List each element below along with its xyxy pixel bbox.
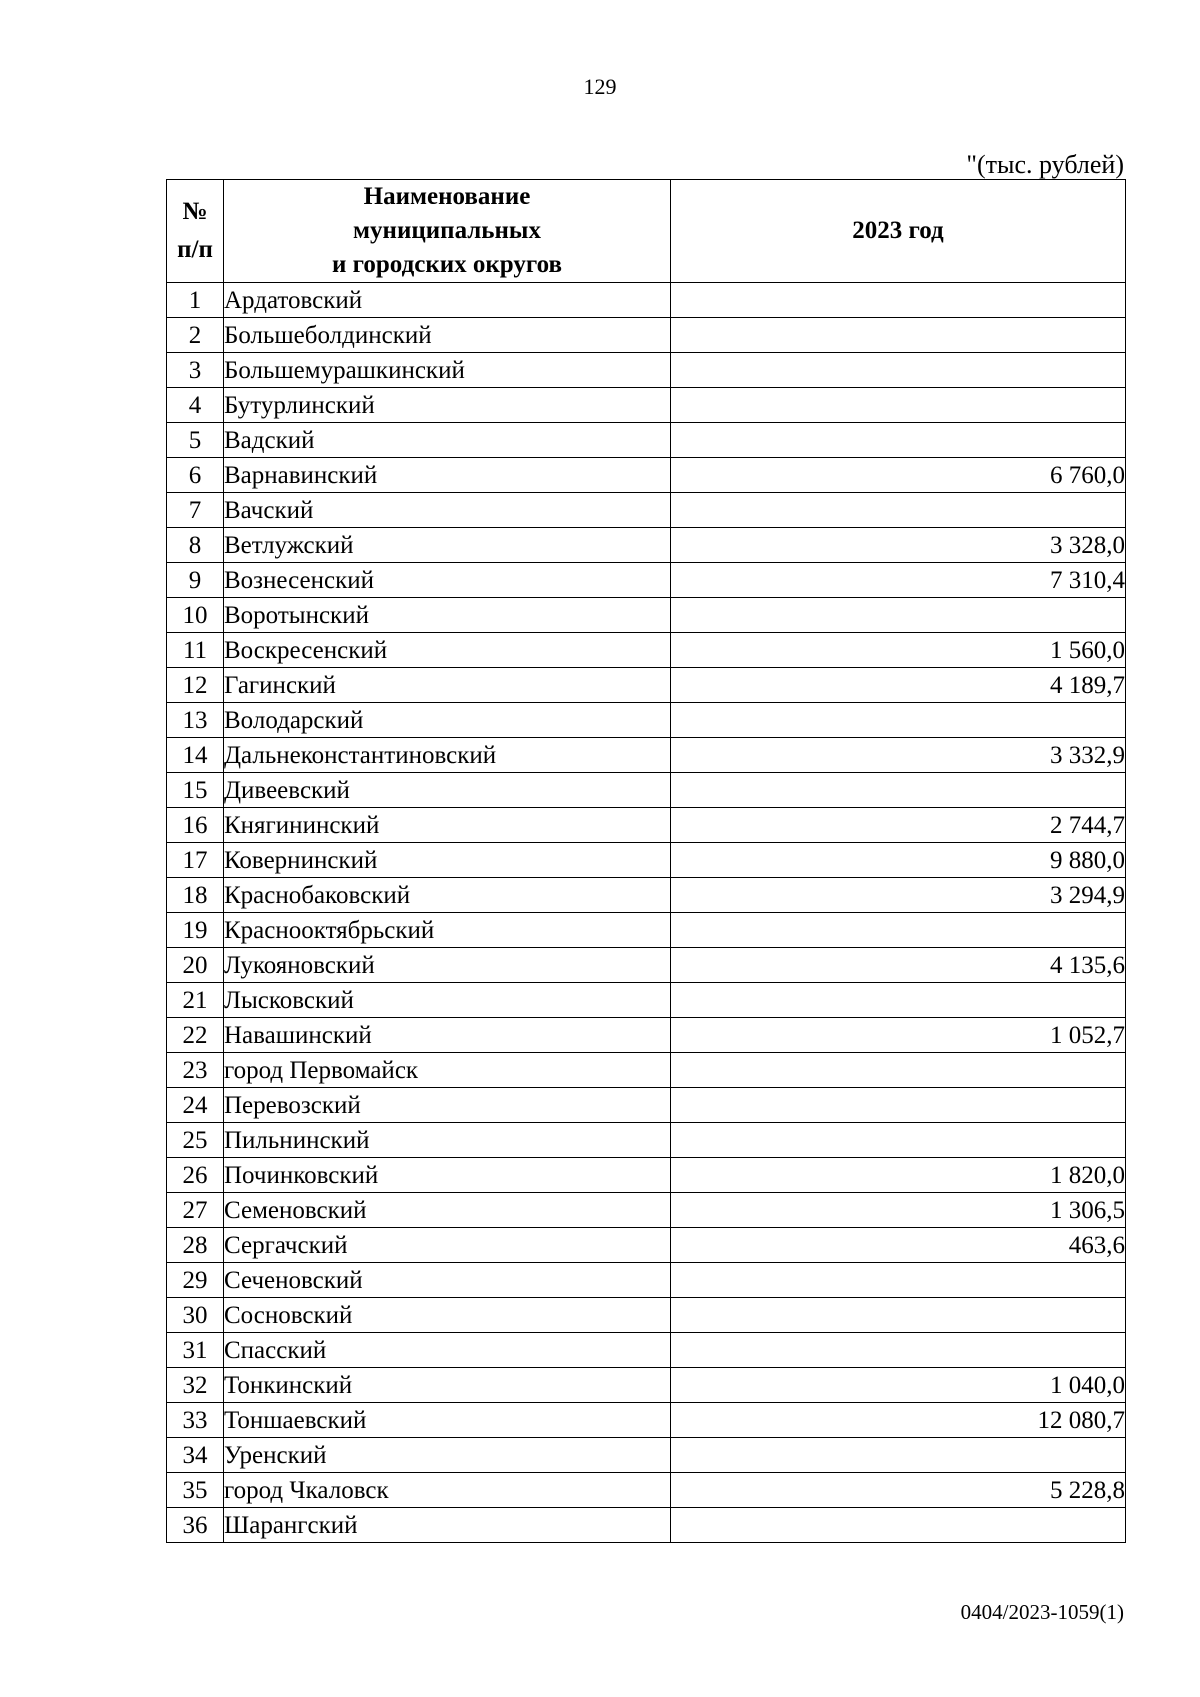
row-value — [671, 283, 1126, 318]
row-name: Вачский — [224, 493, 671, 528]
row-number: 18 — [167, 878, 224, 913]
header-number-symbol: № — [182, 198, 208, 225]
row-name: Ардатовский — [224, 283, 671, 318]
row-value — [671, 1263, 1126, 1298]
row-number: 29 — [167, 1263, 224, 1298]
table-row — [167, 353, 1126, 388]
table-body — [167, 283, 1126, 1543]
row-number: 23 — [167, 1053, 224, 1088]
units-label: "(тыс. рублей) — [966, 150, 1124, 179]
row-number: 26 — [167, 1158, 224, 1193]
row-name: Вознесенский — [224, 563, 671, 598]
table-row — [167, 668, 1126, 703]
row-value: 5 228,8 — [671, 1473, 1126, 1508]
table-row — [167, 493, 1126, 528]
table-row — [167, 1508, 1126, 1543]
row-name: Большемурашкинский — [224, 353, 671, 388]
row-name: Вадский — [224, 423, 671, 458]
row-number: 16 — [167, 808, 224, 843]
row-value — [671, 388, 1126, 423]
row-name: Воротынский — [224, 598, 671, 633]
row-number: 4 — [167, 388, 224, 423]
row-value: 3 328,0 — [671, 528, 1126, 563]
row-name: город Чкаловск — [224, 1473, 671, 1508]
table-row — [167, 388, 1126, 423]
row-value: 463,6 — [671, 1228, 1126, 1263]
row-name: Пильнинский — [224, 1123, 671, 1158]
row-value — [671, 703, 1126, 738]
row-value: 1 560,0 — [671, 633, 1126, 668]
row-value: 9 880,0 — [671, 843, 1126, 878]
row-number: 30 — [167, 1298, 224, 1333]
row-value: 1 040,0 — [671, 1368, 1126, 1403]
table-row — [167, 1438, 1126, 1473]
table-row — [167, 878, 1126, 913]
row-number: 9 — [167, 563, 224, 598]
row-number: 33 — [167, 1403, 224, 1438]
row-value — [671, 913, 1126, 948]
row-value: 4 135,6 — [671, 948, 1126, 983]
row-value: 4 189,7 — [671, 668, 1126, 703]
row-name: Большеболдинский — [224, 318, 671, 353]
row-name: Сергачский — [224, 1228, 671, 1263]
row-name: Сосновский — [224, 1298, 671, 1333]
row-value — [671, 773, 1126, 808]
row-value — [671, 1298, 1126, 1333]
table-row — [167, 1228, 1126, 1263]
row-value — [671, 1438, 1126, 1473]
row-name: Спасский — [224, 1333, 671, 1368]
table-row — [167, 1263, 1126, 1298]
table-row — [167, 1368, 1126, 1403]
table-row — [167, 1403, 1126, 1438]
table-row — [167, 528, 1126, 563]
row-number: 22 — [167, 1018, 224, 1053]
row-name: Гагинский — [224, 668, 671, 703]
row-number: 5 — [167, 423, 224, 458]
row-name: Дивеевский — [224, 773, 671, 808]
row-number: 32 — [167, 1368, 224, 1403]
table-row — [167, 633, 1126, 668]
row-name: Дальнеконстантиновский — [224, 738, 671, 773]
row-number: 20 — [167, 948, 224, 983]
table-row — [167, 1298, 1126, 1333]
table-row — [167, 283, 1126, 318]
row-number: 34 — [167, 1438, 224, 1473]
table-row — [167, 1088, 1126, 1123]
row-name: Варнавинский — [224, 458, 671, 493]
row-value: 1 052,7 — [671, 1018, 1126, 1053]
table-row — [167, 1053, 1126, 1088]
table-row — [167, 458, 1126, 493]
row-value: 3 332,9 — [671, 738, 1126, 773]
table-row — [167, 1193, 1126, 1228]
table-row — [167, 1123, 1126, 1158]
row-name: Шарангский — [224, 1508, 671, 1543]
row-value: 6 760,0 — [671, 458, 1126, 493]
row-value — [671, 353, 1126, 388]
row-number: 25 — [167, 1123, 224, 1158]
page-number: 129 — [583, 74, 617, 99]
header-year: 2023 год — [671, 180, 1126, 283]
row-number: 27 — [167, 1193, 224, 1228]
row-name: Ветлужский — [224, 528, 671, 563]
row-number: 14 — [167, 738, 224, 773]
header-name-line2: муниципальных — [353, 217, 541, 244]
row-value — [671, 318, 1126, 353]
row-number: 10 — [167, 598, 224, 633]
table-row — [167, 703, 1126, 738]
row-number: 6 — [167, 458, 224, 493]
header-number — [167, 180, 224, 283]
row-value — [671, 598, 1126, 633]
document-code: 0404/2023-1059(1) — [960, 1600, 1124, 1624]
row-number: 24 — [167, 1088, 224, 1123]
header-name — [224, 180, 671, 283]
row-name: Воскресенский — [224, 633, 671, 668]
header-number-abbrev: п/п — [177, 236, 213, 263]
row-name: Лукояновский — [224, 948, 671, 983]
row-number: 8 — [167, 528, 224, 563]
row-number: 15 — [167, 773, 224, 808]
row-name: Краснобаковский — [224, 878, 671, 913]
row-name: Краснооктябрьский — [224, 913, 671, 948]
row-name: Лысковский — [224, 983, 671, 1018]
table-row — [167, 983, 1126, 1018]
row-number: 1 — [167, 283, 224, 318]
row-value: 2 744,7 — [671, 808, 1126, 843]
row-name: Перевозский — [224, 1088, 671, 1123]
row-number: 3 — [167, 353, 224, 388]
table-row — [167, 1473, 1126, 1508]
row-value — [671, 1123, 1126, 1158]
row-value — [671, 493, 1126, 528]
table-row — [167, 1158, 1126, 1193]
row-value — [671, 1333, 1126, 1368]
row-name: Бутурлинский — [224, 388, 671, 423]
table-row — [167, 563, 1126, 598]
row-name: Тонкинский — [224, 1368, 671, 1403]
row-name: Починковский — [224, 1158, 671, 1193]
row-name: Тоншаевский — [224, 1403, 671, 1438]
table-row — [167, 1018, 1126, 1053]
row-number: 28 — [167, 1228, 224, 1263]
row-value — [671, 1088, 1126, 1123]
table-row — [167, 808, 1126, 843]
table-row — [167, 913, 1126, 948]
row-number: 31 — [167, 1333, 224, 1368]
table-row — [167, 773, 1126, 808]
header-name-line3: и городских округов — [332, 251, 562, 278]
table-row — [167, 738, 1126, 773]
row-name: Княгининский — [224, 808, 671, 843]
table-header-row — [167, 180, 1126, 283]
row-value: 3 294,9 — [671, 878, 1126, 913]
row-number: 35 — [167, 1473, 224, 1508]
row-number: 12 — [167, 668, 224, 703]
table-row — [167, 318, 1126, 353]
table-row — [167, 598, 1126, 633]
row-value — [671, 1508, 1126, 1543]
row-number: 36 — [167, 1508, 224, 1543]
row-name: Навашинский — [224, 1018, 671, 1053]
row-name: Семеновский — [224, 1193, 671, 1228]
row-name: Уренский — [224, 1438, 671, 1473]
row-value: 1 820,0 — [671, 1158, 1126, 1193]
row-number: 11 — [167, 633, 224, 668]
row-number: 21 — [167, 983, 224, 1018]
row-value — [671, 1053, 1126, 1088]
header-name-line1: Наименование — [363, 183, 531, 210]
row-value — [671, 423, 1126, 458]
allocation-table — [166, 179, 1126, 1543]
row-number: 2 — [167, 318, 224, 353]
row-value: 7 310,4 — [671, 563, 1126, 598]
table-row — [167, 843, 1126, 878]
table-row — [167, 948, 1126, 983]
row-number: 13 — [167, 703, 224, 738]
row-name: Володарский — [224, 703, 671, 738]
row-value: 12 080,7 — [671, 1403, 1126, 1438]
table-row — [167, 423, 1126, 458]
row-number: 19 — [167, 913, 224, 948]
row-name: Ковернинский — [224, 843, 671, 878]
table-row — [167, 1333, 1126, 1368]
row-value — [671, 983, 1126, 1018]
row-number: 7 — [167, 493, 224, 528]
row-number: 17 — [167, 843, 224, 878]
row-name: город Первомайск — [224, 1053, 671, 1088]
row-name: Сеченовский — [224, 1263, 671, 1298]
row-value: 1 306,5 — [671, 1193, 1126, 1228]
